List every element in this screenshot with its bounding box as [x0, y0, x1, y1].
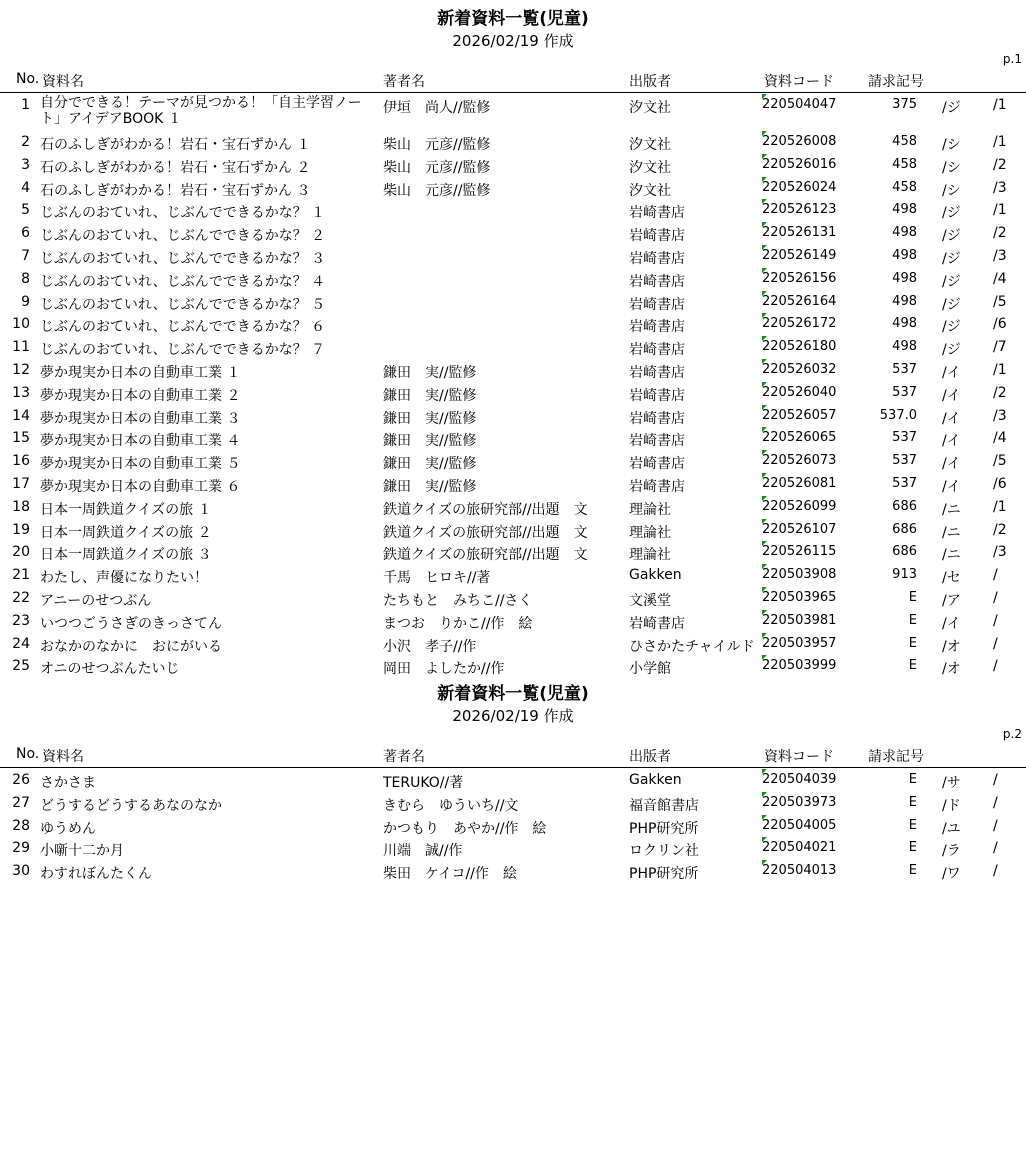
call-volume: /	[993, 772, 998, 788]
item-title: 石のふしぎがわかる！岩石・宝石ずかん ３	[40, 182, 311, 199]
item-author: 千馬 ヒロキ//著	[383, 570, 491, 587]
call-kana: /シ	[942, 159, 961, 176]
table-row	[0, 336, 1026, 359]
call-kana: /サ	[942, 775, 961, 791]
call-class: 458	[892, 134, 917, 149]
item-code: 220526149	[762, 247, 837, 263]
item-author: 鎌田 実//監修	[383, 387, 477, 404]
item-publisher: 理論社	[629, 524, 671, 541]
call-volume: /2	[993, 521, 1007, 538]
row-number: 14	[12, 407, 30, 424]
item-publisher: 福音館書店	[629, 797, 699, 814]
call-kana: /ド	[942, 797, 961, 814]
call-volume: /2	[993, 225, 1007, 242]
item-code: 220504047	[762, 97, 837, 112]
item-code: 220526156	[762, 270, 837, 286]
table-row	[0, 860, 1026, 883]
item-code: 220526032	[762, 361, 837, 377]
item-publisher: 岩崎書店	[629, 250, 685, 267]
item-code: 220526099	[762, 498, 837, 514]
page-number: p.1	[1002, 52, 1022, 66]
item-publisher: 岩崎書店	[629, 228, 685, 245]
item-author: きむら ゆういち//文	[383, 797, 519, 814]
call-kana: /ジ	[942, 273, 961, 290]
item-title: どうするどうするあなのなか	[40, 797, 222, 814]
item-publisher: PHP研究所	[629, 866, 699, 883]
item-publisher: 岩崎書店	[629, 433, 685, 450]
header-publisher: 出版者	[629, 74, 671, 90]
table-row	[0, 199, 1026, 222]
call-kana: /シ	[942, 182, 961, 199]
item-publisher: ロクリン社	[629, 843, 699, 860]
call-kana: /イ	[942, 456, 961, 473]
header-code: 資料コード	[764, 74, 834, 90]
call-volume: /	[993, 817, 998, 834]
item-title: 夢か現実か日本の自動車工業 ３	[40, 410, 241, 427]
item-title: じぶんのおていれ、じぶんでできるかな？ ５	[40, 296, 326, 313]
call-kana: /イ	[942, 387, 961, 404]
call-class: 537	[892, 361, 917, 377]
call-volume: /1	[993, 202, 1007, 219]
item-code: 220503908	[762, 567, 837, 583]
call-kana: /ジ	[942, 296, 961, 313]
item-code: 220503999	[762, 658, 837, 674]
table-row	[0, 268, 1026, 291]
item-title: じぶんのおていれ、じぶんでできるかな？ ２	[40, 228, 326, 245]
table-row	[0, 313, 1026, 336]
call-kana: /ラ	[942, 843, 961, 860]
table-body	[0, 769, 1026, 883]
call-class: E	[908, 863, 917, 879]
call-volume: /3	[993, 407, 1007, 424]
item-title: 日本一周鉄道クイズの旅 １	[40, 501, 212, 518]
item-code: 220526065	[762, 430, 837, 446]
item-title: じぶんのおていれ、じぶんでできるかな？ １	[40, 205, 326, 222]
table-row	[0, 473, 1026, 496]
item-publisher: 岩崎書店	[629, 410, 685, 427]
call-volume: /7	[993, 339, 1007, 356]
header-title: 資料名	[42, 749, 84, 765]
table-row	[0, 769, 1026, 792]
item-title: 小噺十二か月	[40, 843, 124, 860]
call-class: 537	[892, 384, 917, 400]
header-rule	[0, 767, 1026, 768]
item-code: 220503965	[762, 589, 837, 605]
item-title: 夢か現実か日本の自動車工業 １	[40, 364, 241, 381]
item-publisher: 汐文社	[629, 159, 671, 176]
call-volume: /	[993, 658, 998, 675]
item-publisher: 汐文社	[629, 100, 671, 116]
item-author: 柴山 元彦//監修	[383, 182, 491, 199]
item-publisher: 汐文社	[629, 182, 671, 199]
item-code: 220526057	[762, 407, 837, 423]
call-class: E	[908, 817, 917, 833]
call-kana: /ジ	[942, 342, 961, 359]
call-volume: /2	[993, 384, 1007, 401]
call-class: E	[908, 772, 917, 787]
item-title: アニーのせつぶん	[40, 592, 152, 609]
call-kana: /イ	[942, 615, 961, 632]
item-title: じぶんのおていれ、じぶんでできるかな？ ６	[40, 319, 326, 336]
row-number: 13	[12, 384, 30, 401]
call-volume: /6	[993, 316, 1007, 333]
call-kana: /イ	[942, 364, 961, 381]
call-volume: /	[993, 589, 998, 606]
row-number: 1	[21, 97, 30, 113]
row-number: 3	[21, 156, 30, 173]
table-row	[0, 450, 1026, 473]
row-number: 9	[21, 293, 30, 310]
call-kana: /ワ	[942, 866, 961, 883]
header-title: 資料名	[42, 74, 84, 90]
item-author: 川端 誠//作	[383, 843, 463, 860]
item-code: 220526008	[762, 134, 837, 149]
call-kana: /ジ	[942, 205, 961, 222]
item-code: 220526164	[762, 293, 837, 309]
item-author: たちもと みちこ//さく	[383, 592, 533, 609]
call-volume: /4	[993, 430, 1007, 447]
item-publisher: 岩崎書店	[629, 478, 685, 495]
call-volume: /6	[993, 475, 1007, 492]
call-kana: /イ	[942, 433, 961, 450]
item-publisher: PHP研究所	[629, 820, 699, 837]
page-2	[0, 675, 1026, 1156]
item-title: オニのせつぶんたいじ	[40, 661, 180, 678]
item-publisher: 岩崎書店	[629, 205, 685, 222]
table-row	[0, 405, 1026, 428]
call-volume: /	[993, 612, 998, 629]
row-number: 23	[12, 612, 30, 629]
item-title: さかさま	[40, 775, 96, 791]
call-class: E	[908, 658, 917, 674]
header-code: 資料コード	[764, 749, 834, 765]
call-kana: /オ	[942, 661, 961, 678]
item-publisher: ひさかたチャイルド	[629, 638, 755, 655]
item-code: 220526131	[762, 225, 837, 241]
row-number: 17	[12, 475, 30, 492]
call-volume: /5	[993, 453, 1007, 470]
item-author: 小沢 孝子//作	[383, 638, 477, 655]
table-row	[0, 564, 1026, 587]
table-row	[0, 519, 1026, 542]
row-number: 25	[12, 658, 30, 675]
call-kana: /オ	[942, 638, 961, 655]
row-number: 19	[12, 521, 30, 538]
table-row	[0, 541, 1026, 564]
item-code: 220526024	[762, 179, 837, 195]
row-number: 29	[12, 840, 30, 857]
item-author: 岡田 よしたか//作	[383, 661, 505, 678]
item-publisher: 岩崎書店	[629, 456, 685, 473]
item-publisher: 岩崎書店	[629, 387, 685, 404]
item-publisher: Gakken	[629, 567, 682, 584]
header-call-number: 請求記号	[868, 749, 924, 765]
item-code: 220526123	[762, 202, 837, 218]
item-author: 鎌田 実//監修	[383, 433, 477, 450]
item-title: 日本一周鉄道クイズの旅 ３	[40, 547, 212, 564]
item-publisher: 汐文社	[629, 137, 671, 153]
header-author: 著者名	[383, 749, 425, 765]
table-row	[0, 359, 1026, 382]
item-code: 220526172	[762, 316, 837, 332]
row-number: 12	[12, 361, 30, 378]
row-number: 8	[21, 270, 30, 287]
item-publisher: 小学館	[629, 661, 671, 678]
call-kana: /セ	[942, 570, 961, 587]
call-kana: /ジ	[942, 100, 961, 116]
table-row	[0, 587, 1026, 610]
row-number: 24	[12, 635, 30, 652]
table-row	[0, 815, 1026, 838]
item-code: 220504039	[762, 772, 837, 787]
call-class: 458	[892, 156, 917, 172]
call-kana: /ア	[942, 592, 961, 609]
item-code: 220503981	[762, 612, 837, 628]
table-row	[0, 291, 1026, 314]
item-author: TERUKO//著	[383, 775, 464, 791]
call-kana: /ジ	[942, 250, 961, 267]
call-volume: /5	[993, 293, 1007, 310]
item-title: 夢か現実か日本の自動車工業 ５	[40, 456, 241, 473]
item-title: 夢か現実か日本の自動車工業 ６	[40, 478, 241, 495]
item-publisher: 理論社	[629, 547, 671, 564]
table-row	[0, 94, 1026, 131]
row-number: 2	[21, 134, 30, 150]
item-code: 220503973	[762, 794, 837, 810]
call-class: 537.0	[879, 407, 917, 423]
row-number: 21	[12, 567, 30, 584]
page-title: 新着資料一覧(児童)	[437, 9, 589, 29]
item-author: 柴山 元彦//監修	[383, 159, 491, 176]
row-number: 26	[12, 772, 30, 788]
call-class: 498	[892, 270, 917, 286]
item-title: 夢か現実か日本の自動車工業 ４	[40, 433, 241, 450]
item-code: 220526040	[762, 384, 837, 400]
table-row	[0, 633, 1026, 656]
item-author: 鎌田 実//監修	[383, 478, 477, 495]
table-row	[0, 837, 1026, 860]
row-number: 16	[12, 453, 30, 470]
call-class: E	[908, 794, 917, 810]
call-volume: /	[993, 635, 998, 652]
call-volume: /	[993, 863, 998, 880]
table-row	[0, 177, 1026, 200]
call-kana: /ニ	[942, 524, 961, 541]
item-author: 鉄道クイズの旅研究部//出題 文	[383, 501, 588, 518]
call-volume: /	[993, 840, 998, 857]
table-row	[0, 222, 1026, 245]
page-title: 新着資料一覧(児童)	[437, 684, 589, 704]
item-publisher: Gakken	[629, 772, 682, 788]
item-title: 自分でできる！テーマが見つかる！「自主学習ノート」アイデアBOOK １	[40, 95, 362, 127]
item-author: 鎌田 実//監修	[383, 410, 477, 427]
item-title: ゆうめん	[40, 820, 96, 837]
row-number: 7	[21, 247, 30, 264]
call-volume: /1	[993, 498, 1007, 515]
item-publisher: 岩崎書店	[629, 296, 685, 313]
item-author: まつお りかこ//作 絵	[383, 615, 533, 632]
header-rule	[0, 92, 1026, 93]
row-number: 28	[12, 817, 30, 834]
call-class: 375	[892, 97, 917, 112]
call-class: 498	[892, 293, 917, 309]
item-title: じぶんのおていれ、じぶんでできるかな？ ３	[40, 250, 326, 267]
item-publisher: 岩崎書店	[629, 319, 685, 336]
call-class: 498	[892, 202, 917, 218]
item-author: 鎌田 実//監修	[383, 456, 477, 473]
item-title: わたし、声優になりたい！	[40, 570, 208, 587]
call-kana: /ニ	[942, 501, 961, 518]
item-title: 石のふしぎがわかる！岩石・宝石ずかん １	[40, 137, 311, 153]
row-number: 20	[12, 544, 30, 561]
call-class: E	[908, 840, 917, 856]
item-author: かつもり あやか//作 絵	[383, 820, 547, 837]
item-author: 柴田 ケイコ//作 絵	[383, 866, 517, 883]
item-title: 石のふしぎがわかる！岩石・宝石ずかん ２	[40, 159, 311, 176]
created-date: 2026/02/19 作成	[452, 707, 574, 725]
call-volume: /3	[993, 179, 1007, 196]
header-no: No.	[16, 71, 40, 87]
table-row	[0, 792, 1026, 815]
item-code: 220526115	[762, 544, 837, 560]
call-volume: /	[993, 567, 998, 584]
item-author: 柴山 元彦//監修	[383, 137, 491, 153]
item-publisher: 岩崎書店	[629, 364, 685, 381]
item-title: 夢か現実か日本の自動車工業 ２	[40, 387, 241, 404]
call-volume: /2	[993, 156, 1007, 173]
row-number: 30	[12, 863, 30, 880]
item-code: 220503957	[762, 635, 837, 651]
item-publisher: 文溪堂	[629, 592, 671, 609]
header-publisher: 出版者	[629, 749, 671, 765]
header-call-number: 請求記号	[868, 74, 924, 90]
item-title: おなかのなかに おにがいる	[40, 638, 222, 655]
row-number: 11	[12, 339, 30, 356]
call-kana: /ジ	[942, 228, 961, 245]
table-row	[0, 154, 1026, 177]
row-number: 18	[12, 498, 30, 515]
call-class: 537	[892, 475, 917, 491]
call-class: 686	[892, 521, 917, 537]
item-title: いつつごうさぎのきっさてん	[40, 615, 222, 632]
call-volume: /1	[993, 97, 1007, 113]
call-volume: /3	[993, 544, 1007, 561]
call-class: 686	[892, 544, 917, 560]
call-kana: /ジ	[942, 319, 961, 336]
row-number: 22	[12, 589, 30, 606]
row-number: 10	[12, 316, 30, 333]
row-number: 27	[12, 794, 30, 811]
table-row	[0, 245, 1026, 268]
row-number: 6	[21, 225, 30, 242]
call-class: E	[908, 612, 917, 628]
call-class: 498	[892, 339, 917, 355]
item-author: 鉄道クイズの旅研究部//出題 文	[383, 547, 588, 564]
table-row	[0, 496, 1026, 519]
item-author: 伊垣 尚人//監修	[383, 100, 491, 116]
call-volume: /1	[993, 361, 1007, 378]
call-kana: /ユ	[942, 820, 961, 837]
item-author: 鎌田 実//監修	[383, 364, 477, 381]
call-volume: /4	[993, 270, 1007, 287]
item-title: わすれぼんたくん	[40, 866, 152, 883]
call-class: 686	[892, 498, 917, 514]
item-publisher: 理論社	[629, 501, 671, 518]
call-volume: /1	[993, 134, 1007, 150]
item-code: 220504005	[762, 817, 837, 833]
item-publisher: 岩崎書店	[629, 273, 685, 290]
call-kana: /イ	[942, 410, 961, 427]
header-author: 著者名	[383, 74, 425, 90]
call-kana: /シ	[942, 137, 961, 153]
call-kana: /イ	[942, 478, 961, 495]
item-title: じぶんのおていれ、じぶんでできるかな？ ４	[40, 273, 326, 290]
item-code: 220526180	[762, 339, 837, 355]
header-no: No.	[16, 746, 40, 762]
table-row	[0, 382, 1026, 405]
call-class: 537	[892, 453, 917, 469]
call-class: 498	[892, 225, 917, 241]
call-class: 913	[892, 567, 917, 583]
item-code: 220526081	[762, 475, 837, 491]
call-volume: /3	[993, 247, 1007, 264]
page-number: p.2	[1002, 727, 1022, 741]
item-author: 鉄道クイズの旅研究部//出題 文	[383, 524, 588, 541]
call-class: 498	[892, 247, 917, 263]
item-publisher: 岩崎書店	[629, 615, 685, 632]
item-code: 220504021	[762, 840, 837, 856]
call-class: E	[908, 635, 917, 651]
table-row	[0, 427, 1026, 450]
call-kana: /ニ	[942, 547, 961, 564]
item-code: 220526016	[762, 156, 837, 172]
created-date: 2026/02/19 作成	[452, 32, 574, 50]
item-code: 220526107	[762, 521, 837, 537]
call-volume: /	[993, 794, 998, 811]
row-number: 15	[12, 430, 30, 447]
item-code: 220504013	[762, 863, 837, 879]
table-row	[0, 131, 1026, 154]
item-title: じぶんのおていれ、じぶんでできるかな？ ７	[40, 342, 326, 359]
call-class: 498	[892, 316, 917, 332]
call-class: 537	[892, 430, 917, 446]
table-row	[0, 610, 1026, 633]
item-publisher: 岩崎書店	[629, 342, 685, 359]
row-number: 4	[21, 179, 30, 196]
table-body	[0, 94, 1026, 678]
call-class: 458	[892, 179, 917, 195]
call-class: E	[908, 589, 917, 605]
item-title: 日本一周鉄道クイズの旅 ２	[40, 524, 212, 541]
row-number: 5	[21, 202, 30, 219]
item-code: 220526073	[762, 453, 837, 469]
